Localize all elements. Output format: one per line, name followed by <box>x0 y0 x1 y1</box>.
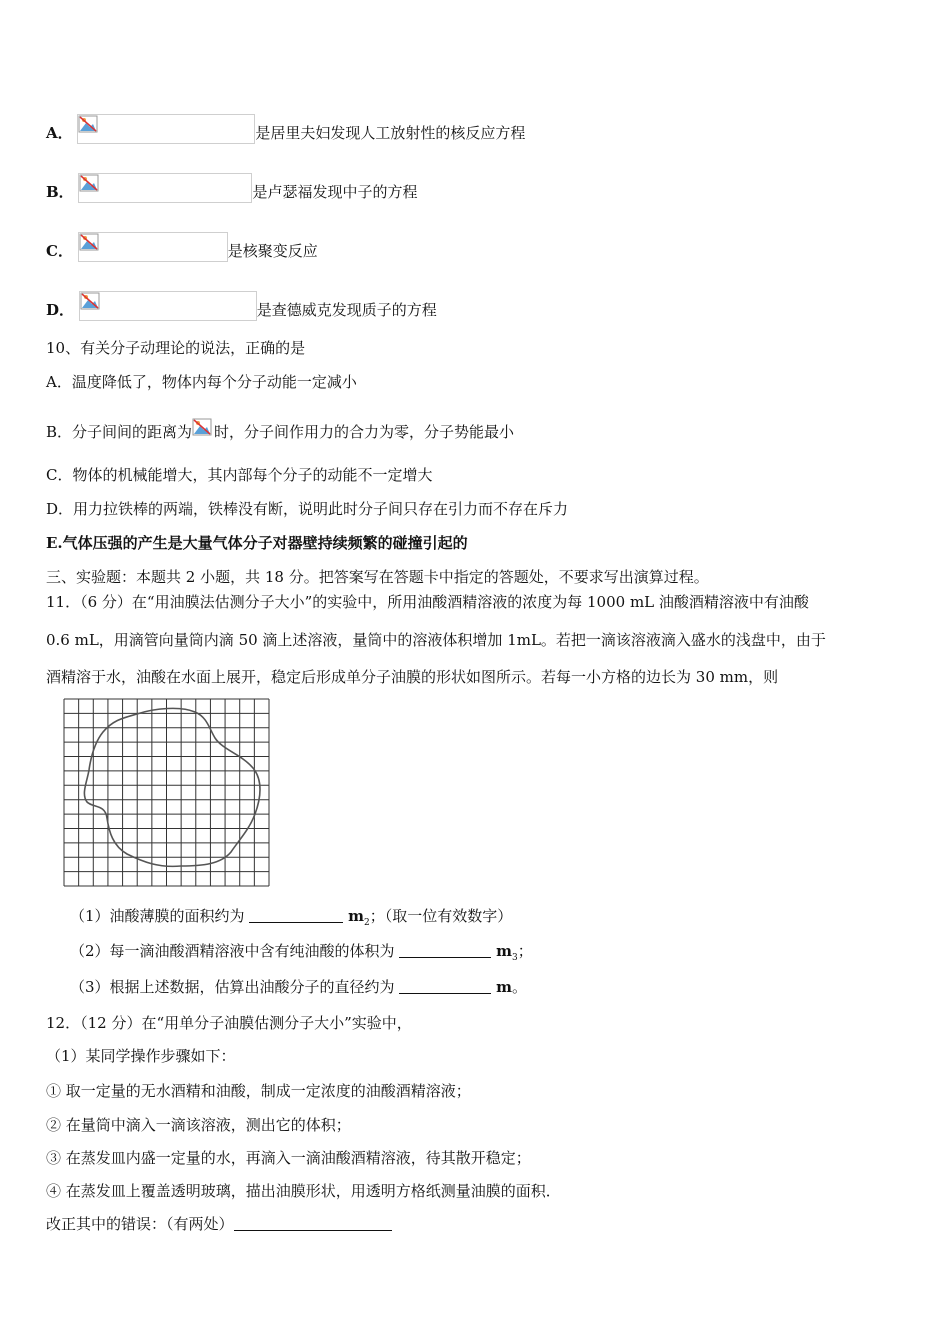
q10-option-c: C．物体的机械能增大，其内部每个分子的动能不一定增大 <box>46 466 433 484</box>
q11-sub-3-text: （3）根据上述数据，估算出油酸分子的直径约为 <box>70 978 395 996</box>
option-d <box>46 291 437 321</box>
q11-sub-1 <box>70 906 512 933</box>
equation-image <box>78 173 252 203</box>
q12-stem: 12．（12 分）在“用单分子油膜估测分子大小”实验中， <box>46 1014 412 1032</box>
q12-step-2: ② 在量筒中滴入一滴该溶液，测出它的体积； <box>46 1116 351 1134</box>
q12-part-1: （1）某同学操作步骤如下： <box>46 1047 236 1065</box>
answer-blank-diameter[interactable] <box>399 978 491 994</box>
q10-stem: 10、有关分子动理论的说法，正确的是 <box>46 339 306 357</box>
option-text: 是查德威克发现质子的方程 <box>256 301 437 319</box>
unit: m <box>348 907 364 925</box>
option-a <box>46 114 525 144</box>
q12-correction-text: 改正其中的错误：（有两处） <box>46 1215 234 1233</box>
broken-image-icon <box>79 233 99 251</box>
q11-sub-2-text: （2）每一滴油酸酒精溶液中含有纯油酸的体积为 <box>70 942 395 960</box>
equation-image <box>78 232 228 262</box>
q11-sub-1-tail: ；（取一位有效数字） <box>369 907 513 925</box>
equation-image <box>77 114 255 144</box>
broken-image-icon <box>192 418 212 436</box>
option-b <box>46 173 417 203</box>
q11-sub-2 <box>70 941 533 968</box>
q10-option-e: E.气体压强的产生是大量气体分子对器壁持续频繁的碰撞引起的 <box>46 534 468 552</box>
q11-sub-2-tail: ； <box>517 942 533 960</box>
q11-line-2: 0.6 mL，用滴管向量筒内滴 50 滴上述溶液，量筒中的溶液体积增加 1mL。若把一滴该溶液滴入盛水的浅盘中，由于 <box>46 631 826 649</box>
oil-film-grid-figure <box>63 698 271 888</box>
option-text: 是居里夫妇发现人工放射性的核反应方程 <box>255 124 526 142</box>
section-heading: 三、实验题：本题共 2 小题，共 18 分。把答案写在答题卡中指定的答题处，不要求写出演算过程。 <box>46 568 709 586</box>
q10-option-d: D．用力拉铁棒的两端，铁棒没有断，说明此时分子间只存在引力而不存在斥力 <box>46 500 569 518</box>
broken-image-icon <box>78 115 98 133</box>
grid-lines <box>64 699 269 886</box>
q10-option-b-pre: B．分子间间的距离为 <box>46 423 193 441</box>
option-letter: D． <box>46 301 75 319</box>
q11-sub-3-tail: 。 <box>511 978 527 996</box>
q11-sub-3 <box>70 977 527 997</box>
q11-sub-1-text: （1）油酸薄膜的面积约为 <box>70 907 245 925</box>
q12-step-4: ④ 在蒸发皿上覆盖透明玻璃，描出油膜形状，用透明方格纸测量油膜的面积． <box>46 1182 561 1200</box>
broken-image-icon <box>79 174 99 192</box>
option-text: 是卢瑟福发现中子的方程 <box>252 183 418 201</box>
q12-step-3: ③ 在蒸发皿内盛一定量的水，再滴入一滴油酸酒精溶液，待其散开稳定； <box>46 1149 531 1167</box>
unit-exponent: 2 <box>363 918 370 928</box>
q11-line-1: 11．（6 分）在“用油膜法估测分子大小”的实验中，所用油酸酒精溶液的浓度为每 1000 mL 油酸酒精溶液中有油酸 <box>46 593 809 611</box>
option-letter: B． <box>46 183 74 201</box>
q11-line-3: 酒精溶于水，油酸在水面上展开，稳定后形成单分子油膜的形状如图所示。若每一小方格的边长为 30 mm，则 <box>46 668 779 686</box>
unit-exponent: 3 <box>511 953 518 963</box>
q10-option-b <box>46 418 514 442</box>
option-letter: A． <box>46 124 73 142</box>
unit: m <box>496 942 512 960</box>
option-c <box>46 232 318 262</box>
answer-blank-volume[interactable] <box>399 942 491 958</box>
unit: m <box>496 978 512 996</box>
option-letter: C． <box>46 242 73 260</box>
option-text: 是核聚变反应 <box>227 242 318 260</box>
answer-blank-correction[interactable] <box>234 1215 392 1231</box>
q10-option-b-post: 时，分子间作用力的合力为零，分子势能最小 <box>214 423 515 441</box>
q12-step-1: ① 取一定量的无水酒精和油酸，制成一定浓度的油酸酒精溶液； <box>46 1082 471 1100</box>
broken-image-icon <box>80 292 100 310</box>
equation-image <box>79 291 257 321</box>
q10-option-a: A．温度降低了，物体内每个分子动能一定减小 <box>46 373 357 391</box>
r0-image <box>192 418 214 440</box>
q12-correction <box>46 1214 392 1234</box>
answer-blank-area[interactable] <box>249 907 343 923</box>
